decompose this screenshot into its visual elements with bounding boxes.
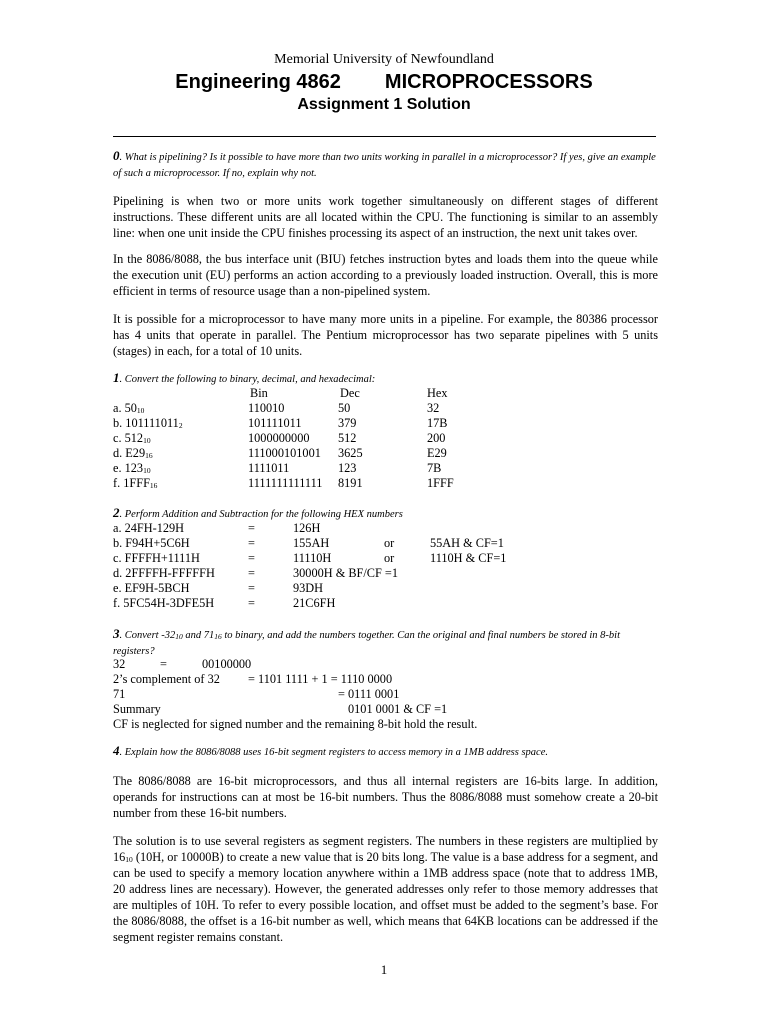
question-3: 3. Convert $-32_{10}$ and $71_{16}$ to binary, and add the numbers together. Can the original and final numbers be stored in 8-bit registers?	[113, 626, 621, 657]
hex-cell-result: 126H	[293, 521, 321, 535]
work-line: 32	[113, 657, 126, 671]
work-line: 00100000	[202, 657, 252, 671]
conversion-cell-dec: 3625	[338, 446, 363, 460]
conversion-row-label: b. $101111011_2$	[113, 416, 183, 430]
question-number: 3	[113, 626, 120, 641]
question-text: . What is pipelining? Is it possible to have more than two units working in parallel in a microprocessor? If yes, give an example of such a microprocessor. If no, explain why not.	[113, 152, 656, 179]
header-divider	[113, 136, 656, 137]
work-line: 0101 0001 & CF =1	[348, 702, 448, 716]
answer-paragraph: It is possible for a microprocessor to have many more units in a pipeline. For example, the 80386 processor has 4 units that operate in parallel. The Pentium microprocessor has two separate pipelines with 5 units (stages) in each, for a total of 10 units.	[113, 312, 658, 358]
question-0	[113, 148, 658, 182]
hex-cell-expr: c. FFFFH+1111H	[113, 551, 200, 565]
conversion-cell-bin: 111000101001	[248, 446, 321, 460]
conversion-cell-bin: 1000000000	[248, 431, 310, 445]
assignment-subtitle: Assignment 1 Solution	[297, 96, 471, 113]
conversion-cell-dec: 8191	[338, 476, 363, 490]
hex-cell-or: or	[384, 551, 395, 565]
work-line: = 0111 0001	[338, 687, 400, 701]
course-title	[0, 71, 768, 94]
question-number: 2	[113, 505, 120, 520]
question-number: 4	[113, 743, 120, 758]
answer-paragraph: Pipelining is when two or more units work together simultaneously on different stages of different instructions. These different units are all located within the CPU. The functioning is similar to an assembly line: when one unit inside the CPU finishes processing its aspect of an instruction, the next unit takes over.	[113, 194, 658, 240]
conversion-cell-bin: 1111111111111	[248, 476, 323, 490]
question-number: 0	[113, 148, 120, 163]
hex-cell-expr: f. 5FC54H-3DFE5H	[113, 596, 215, 610]
question-2	[113, 505, 658, 523]
conversion-cell-dec: 512	[338, 431, 357, 445]
hex-cell-alt: 55AH & CF=1	[430, 536, 504, 550]
conversion-cell-hex: 32	[427, 401, 440, 415]
conversion-cell-hex: 200	[427, 431, 446, 445]
hex-cell-expr: d. 2FFFFH-FFFFFH	[113, 566, 215, 580]
hex-cell-alt: 1110H & CF=1	[430, 551, 507, 565]
conversion-cell-hex: 17B	[427, 416, 448, 430]
conversion-row-label: f. $1FFF_{16}$	[113, 476, 158, 490]
conversion-cell-dec: 379	[338, 416, 357, 430]
page-number: 1	[380, 962, 388, 977]
question-text: . Explain how the 8086/8088 uses 16-bit segment registers to access memory in a 1MB address space.	[119, 747, 548, 758]
hex-cell-expr: b. F94H+5C6H	[113, 536, 190, 550]
column-header-bin: Bin	[250, 386, 268, 400]
conversion-cell-bin: 101111011	[248, 416, 302, 430]
question-1	[113, 370, 658, 388]
work-line: 71	[113, 687, 126, 701]
conversion-row-label: e. $123_{10}$	[113, 461, 151, 475]
hex-cell-result: 11110H	[293, 551, 332, 565]
hex-cell-or: or	[384, 536, 395, 550]
conversion-row-label: c. $512_{10}$	[113, 431, 151, 445]
conversion-cell-bin: 1111011	[248, 461, 290, 475]
question-text: . Convert the following to binary, decimal, and hexadecimal:	[119, 374, 376, 385]
question-4	[113, 743, 658, 761]
university-name: Memorial University of Newfoundland	[274, 52, 494, 67]
work-line: =	[160, 657, 167, 671]
answer-paragraph: The 8086/8088 are 16-bit microprocessors, and thus all internal registers are 16-bits large. In addition, operands for instructions can at most be 16-bit numbers. Thus the 8086/8088 must somehow create a 20-bit number from these 16-bit numbers.	[113, 774, 658, 820]
conversion-cell-hex: 1FFF	[427, 476, 454, 490]
course-number: Engineering 4862	[175, 71, 341, 93]
course-name: MICROPROCESSORS	[384, 71, 593, 93]
hex-cell-eq: =	[248, 566, 255, 580]
question-number: 1	[113, 370, 120, 385]
hex-cell-result: 93DH	[293, 581, 324, 595]
work-line: 2’s complement of 32	[113, 672, 220, 686]
work-line: = 1101 1111 + 1 = 1110 0000	[248, 672, 393, 686]
hex-cell-eq: =	[248, 551, 255, 565]
answer-paragraph: The solution is to use several registers as segment registers. The numbers in these registers are multiplied by $16_{10}$ (10H, or 10000B) to create a new value that is 20 bits long. The value is a base address for a segment, and can be used to specify a memory location anywhere within a 1MB address space (note that to address 1MB, 20 address lines are necessary). However, the generated addresses only refer to those memory addresses that are multiples of 10H. To refer to every possible location, and offset must be added to the segment’s base. For the 8086/8088, the offset is a 16-bit number as well, which means that 64KB locations can be addressed if the segment register remains constant.	[113, 834, 658, 944]
hex-cell-result: 155AH	[293, 536, 330, 550]
work-line: CF is neglected for signed number and the remaining 8-bit hold the result.	[113, 717, 478, 731]
hex-cell-result: 30000H & BF/CF =1	[293, 566, 398, 580]
column-header-dec: Dec	[340, 386, 360, 400]
conversion-row-label: d. $E29_{16}$	[113, 446, 153, 460]
column-header-hex: Hex	[427, 386, 448, 400]
hex-cell-eq: =	[248, 521, 255, 535]
hex-cell-eq: =	[248, 596, 255, 610]
answer-paragraph: In the 8086/8088, the bus interface unit (BIU) fetches instruction bytes and loads them into the queue while the execution unit (EU) performs an action according to a previously loaded instruction. Overall, this is more efficient in terms of resource usage than a non-pipelined system.	[113, 252, 658, 298]
conversion-row-label: a. $50_{10}$	[113, 401, 145, 415]
conversion-cell-hex: 7B	[427, 461, 442, 475]
work-line: Summary	[113, 702, 161, 716]
hex-cell-eq: =	[248, 581, 255, 595]
hex-cell-result: 21C6FH	[293, 596, 336, 610]
conversion-cell-bin: 110010	[248, 401, 285, 415]
hex-cell-expr: a. 24FH-129H	[113, 521, 185, 535]
hex-cell-eq: =	[248, 536, 255, 550]
conversion-cell-hex: E29	[427, 446, 447, 460]
hex-cell-expr: e. EF9H-5BCH	[113, 581, 190, 595]
conversion-cell-dec: 50	[338, 401, 351, 415]
question-text: . Perform Addition and Subtraction for the following HEX numbers	[119, 509, 403, 520]
conversion-cell-dec: 123	[338, 461, 357, 475]
